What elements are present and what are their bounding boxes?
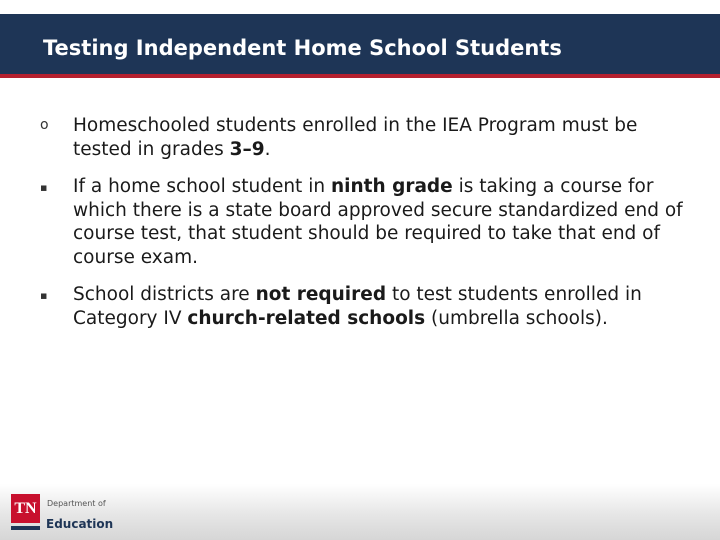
slide-title: Testing Independent Home School Students [43, 36, 562, 60]
bullet-bold-text: not required [255, 284, 387, 305]
slide-content [40, 114, 690, 344]
bullet-text: to test students enrolled in Category IV [73, 284, 642, 329]
tn-logo-icon: TN [11, 494, 40, 523]
footer-bar [0, 484, 720, 540]
bullet-text: is taking a course for which there is a state board approved secure standardized end of course test, that student should be required to take that end of course exam. [73, 176, 683, 268]
bullet-bold-text: 3–9 [229, 138, 265, 160]
bullet-item [40, 114, 690, 161]
bullet-text: (umbrella schools). [425, 307, 608, 329]
bullet-bold-text: church-related schools [187, 307, 426, 329]
logo-education-text: Education [46, 517, 114, 531]
bullet-item [40, 175, 690, 269]
circle-bullet-icon: o [40, 117, 49, 133]
bullet-text: . [264, 138, 271, 160]
square-bullet-icon: ▪ [40, 181, 48, 194]
logo-department-text: Department of [47, 499, 106, 508]
bullet-bold-text: ninth grade [330, 176, 453, 197]
bullet-text: Homeschooled students enrolled in the IEA Program must be tested in grades [73, 115, 638, 160]
bullet-text: School districts are [73, 284, 256, 305]
square-bullet-icon: ▪ [40, 289, 48, 302]
title-bar [0, 14, 720, 78]
logo-underline [11, 526, 40, 530]
bullet-text: If a home school student in [73, 176, 331, 197]
bullet-item [40, 283, 690, 330]
